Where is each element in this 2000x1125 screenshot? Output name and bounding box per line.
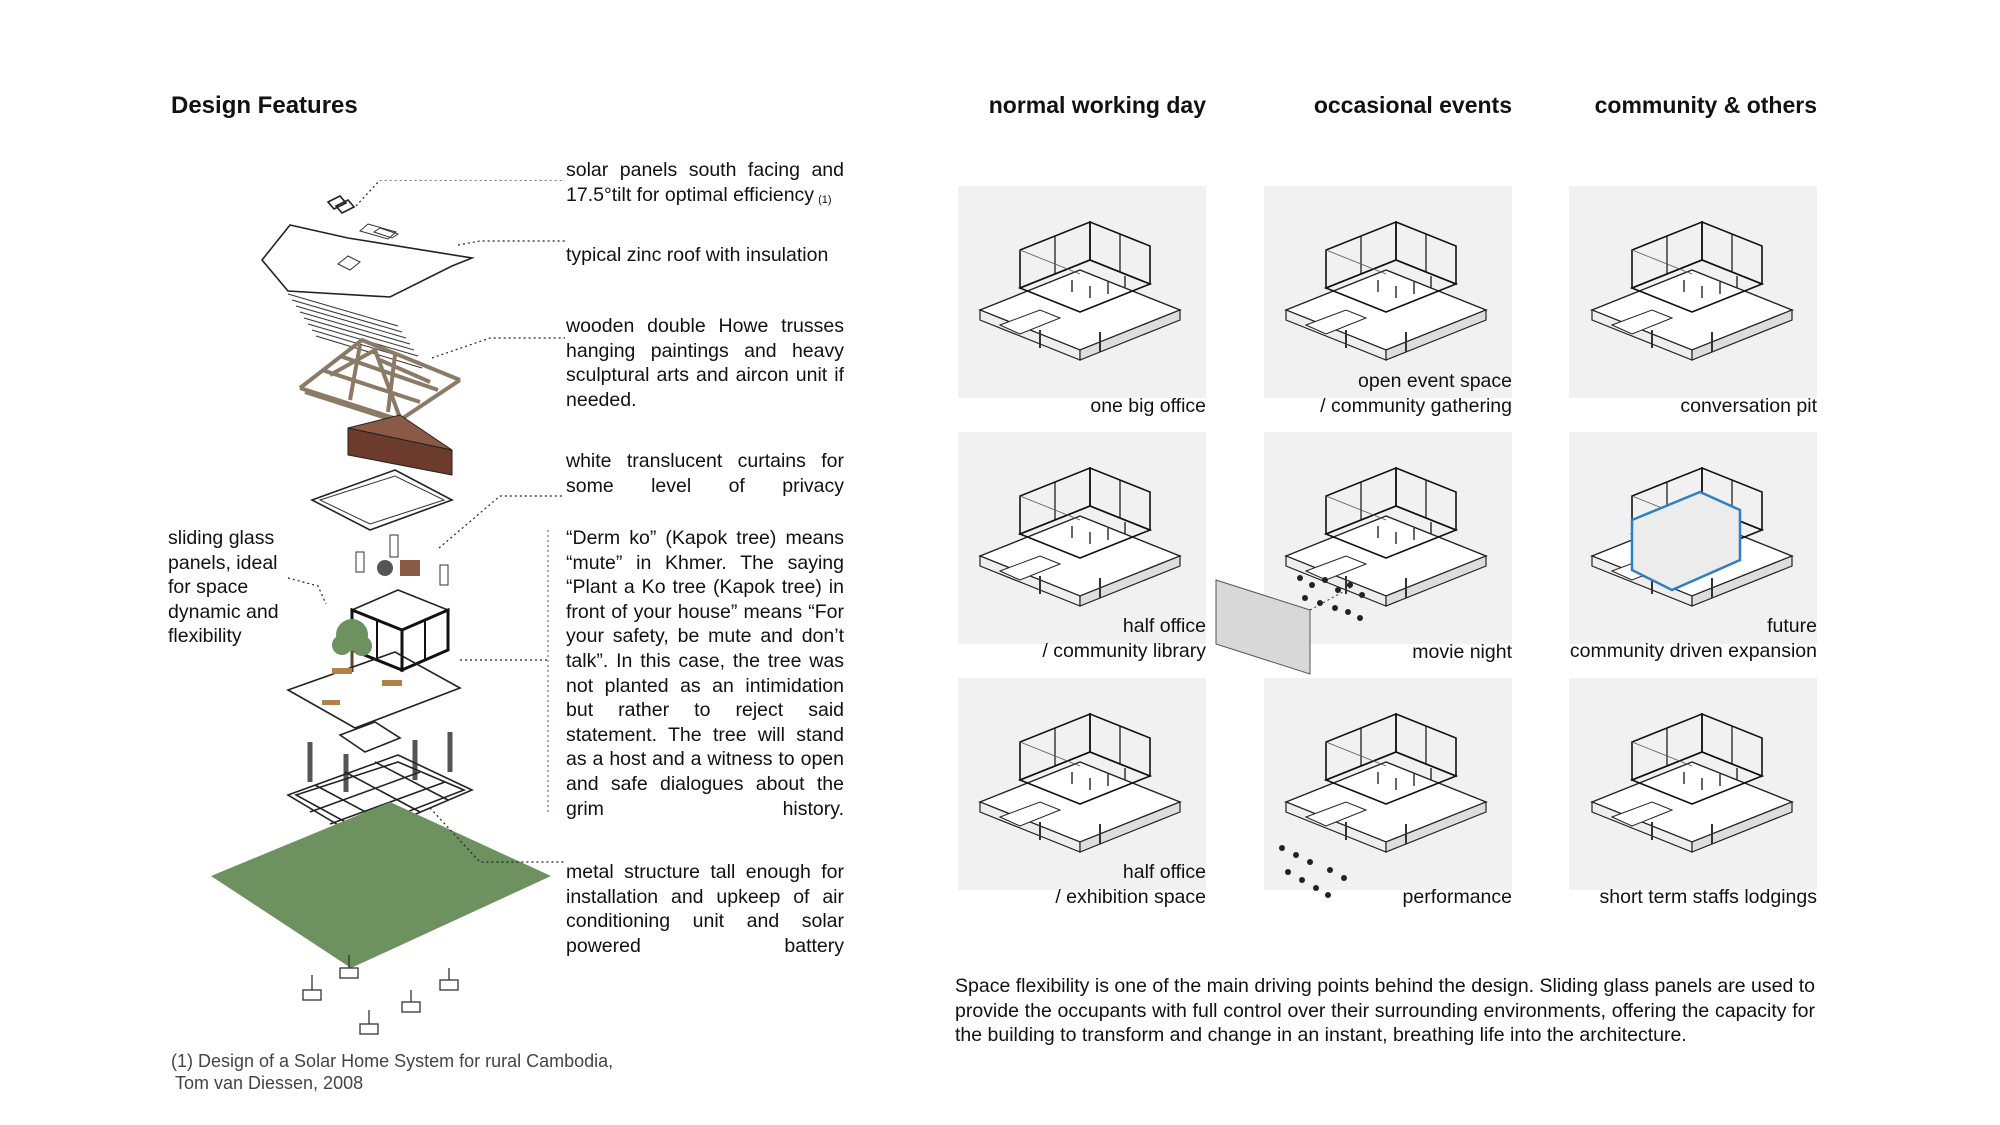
caption-future-l1: future <box>1767 615 1817 637</box>
caption-one-big-office: one big office <box>1090 395 1206 417</box>
caption-half-office-library-l1: half office <box>1122 615 1206 637</box>
trusses-annotation: wooden double Howe trusses hanging paintings and heavy sculptural arts and aircon unit if needed. <box>566 315 844 411</box>
solar-reference-marker: (1) <box>818 193 832 206</box>
column-header-normal-working-day: normal working day <box>988 92 1206 118</box>
curtains-annotation: white translucent curtains for some level of privacy <box>566 450 844 497</box>
metal-structure-annotation: metal structure tall enough for installation and upkeep of air conditioning unit and solar powered battery <box>566 861 844 957</box>
caption-future-l2: community driven expansion <box>1569 640 1817 662</box>
caption-movie-night: movie night <box>1412 641 1512 663</box>
solar-annotation-line2: 17.5°tilt for optimal efficiency <box>566 183 815 206</box>
caption-half-office-exhibition-l2: / exhibition space <box>1055 886 1206 908</box>
caption-conversation-pit: conversation pit <box>1680 395 1817 417</box>
caption-half-office-library-l2: / community library <box>1042 640 1206 662</box>
space-flexibility-summary: Space flexibility is one of the main driving points behind the design. Sliding glass panels are used to provide the occupants with full control over their surrounding environments, offering the capacity for the building to transform and change in an instant, breathing life into the architecture. <box>955 975 1815 1047</box>
kapok-tree-annotation: “Derm ko” (Kapok tree) means “mute” in Khmer. The saying “Plant a Ko tree (Kapok tree) in front of your house” means “For your safety, be mute and don’t talk”. In this case, the tree was not planted as an intimidation but rather to reject said statement. The tree will stand as a host and a witness to open and safe dialogues about the grim history. <box>566 527 844 820</box>
roof-annotation: typical zinc roof with insulation <box>566 244 829 266</box>
caption-half-office-exhibition-l1: half office <box>1122 861 1206 883</box>
solar-annotation-line1: solar panels south facing and <box>566 159 844 181</box>
column-header-community-others: community & others <box>1594 92 1817 118</box>
column-header-occasional-events: occasional events <box>1313 92 1512 118</box>
design-features-title: Design Features <box>171 92 358 119</box>
footnote-line2: Tom van Diessen, 2008 <box>175 1073 364 1093</box>
footnote-line1: (1) Design of a Solar Home System for rural Cambodia, <box>171 1051 614 1071</box>
caption-performance: performance <box>1402 886 1512 908</box>
caption-short-term-lodgings: short term staffs lodgings <box>1599 886 1817 908</box>
caption-open-event-space-l2: / community gathering <box>1320 395 1512 417</box>
caption-open-event-space-l1: open event space <box>1358 370 1512 392</box>
sliding-panels-annotation: sliding glass panels, ideal for space dynamic and flexibility <box>168 527 279 648</box>
